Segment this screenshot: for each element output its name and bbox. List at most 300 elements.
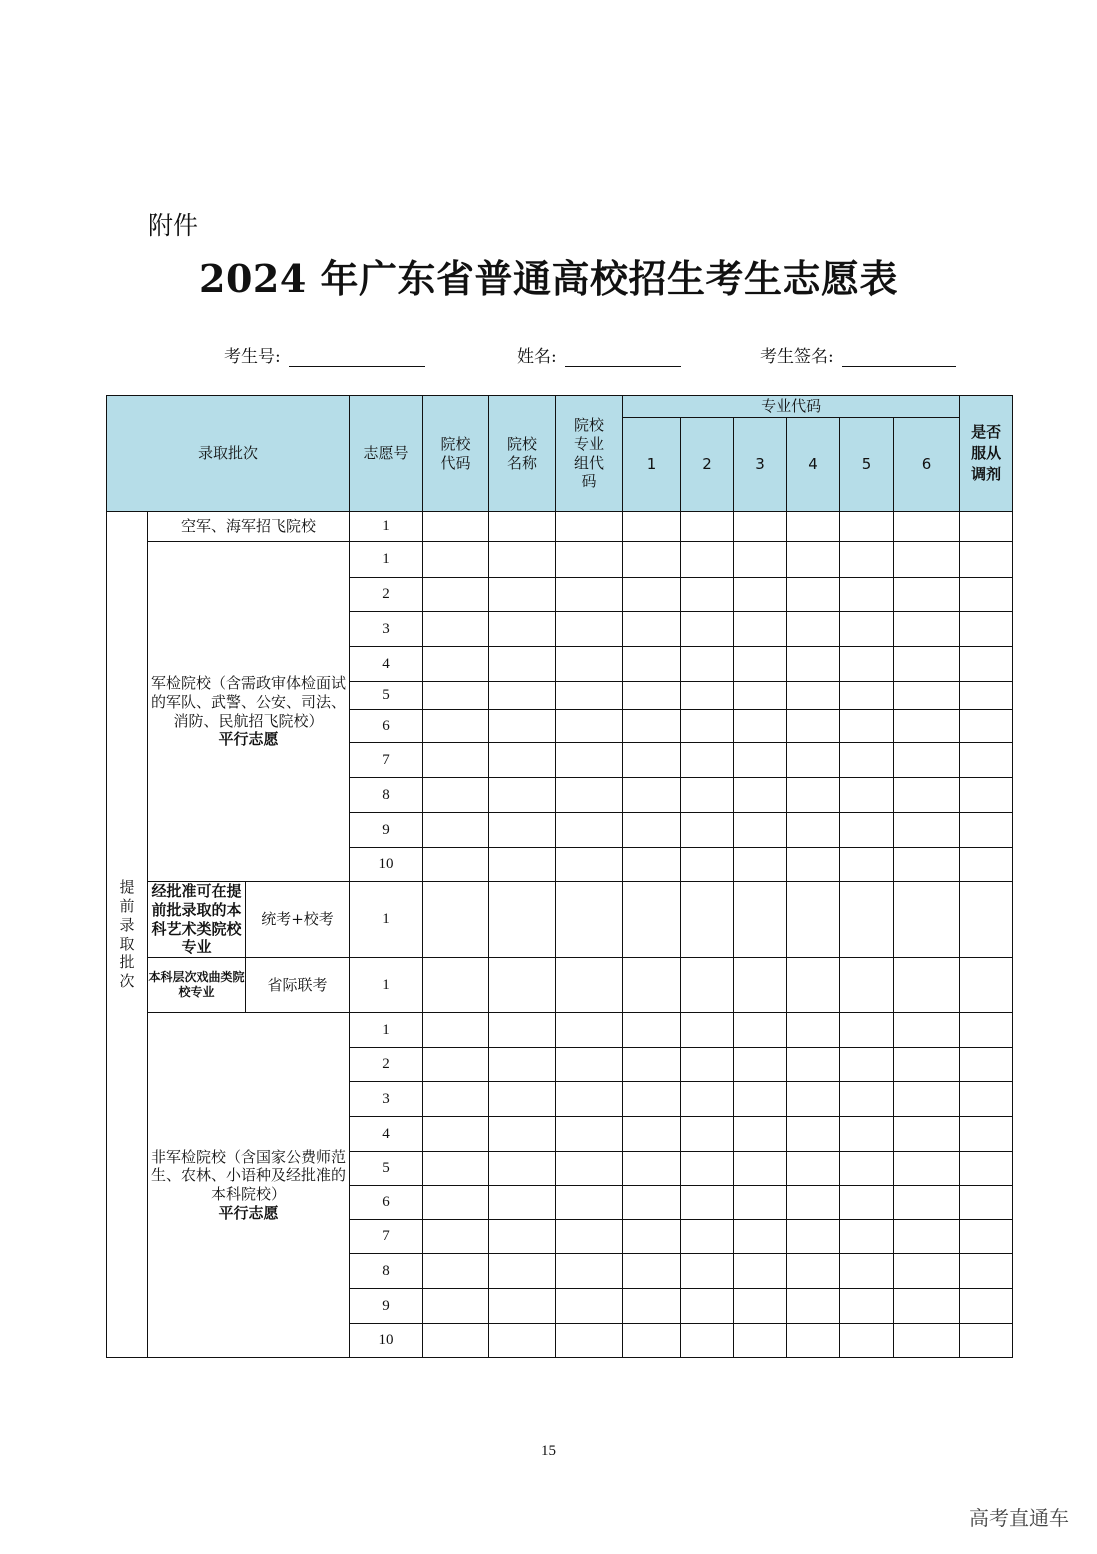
entry-cell[interactable] bbox=[960, 1289, 1013, 1324]
entry-cell[interactable] bbox=[623, 778, 681, 813]
entry-cell[interactable] bbox=[960, 710, 1013, 743]
choice-number: 9 bbox=[350, 1289, 423, 1324]
entry-cell[interactable] bbox=[556, 682, 623, 710]
entry-cell[interactable] bbox=[681, 710, 734, 743]
entry-cell[interactable] bbox=[960, 1254, 1013, 1289]
entry-cell[interactable] bbox=[623, 1152, 681, 1186]
entry-cell[interactable] bbox=[489, 1324, 556, 1358]
name-field bbox=[517, 342, 681, 367]
choice-number: 6 bbox=[350, 710, 423, 743]
entry-cell[interactable] bbox=[787, 1186, 840, 1220]
entry-cell[interactable] bbox=[734, 1048, 787, 1082]
entry-cell[interactable] bbox=[489, 882, 556, 958]
entry-cell[interactable] bbox=[423, 1254, 489, 1289]
section-nonmilitary-text: 非军检院校（含国家公费师范生、农林、小语种及经批准的本科院校） bbox=[151, 1147, 347, 1203]
header-adjust bbox=[960, 396, 1013, 512]
entry-cell[interactable] bbox=[787, 710, 840, 743]
entry-cell[interactable] bbox=[681, 1324, 734, 1358]
entry-cell[interactable] bbox=[840, 1152, 894, 1186]
entry-cell[interactable] bbox=[734, 682, 787, 710]
exam-no-blank[interactable] bbox=[289, 348, 425, 367]
entry-cell[interactable] bbox=[556, 1324, 623, 1358]
entry-cell[interactable] bbox=[840, 1186, 894, 1220]
entry-cell[interactable] bbox=[556, 743, 623, 778]
entry-cell[interactable] bbox=[840, 1117, 894, 1152]
entry-cell[interactable] bbox=[787, 1324, 840, 1358]
entry-cell[interactable] bbox=[960, 1048, 1013, 1082]
header-adjust-line: 是否 bbox=[971, 423, 1002, 441]
entry-cell[interactable] bbox=[787, 512, 840, 542]
entry-cell[interactable] bbox=[489, 542, 556, 578]
major-col-header: 4 bbox=[787, 418, 840, 512]
entry-cell[interactable] bbox=[960, 682, 1013, 710]
entry-cell[interactable] bbox=[894, 1013, 960, 1048]
entry-cell[interactable] bbox=[787, 542, 840, 578]
entry-cell[interactable] bbox=[734, 1082, 787, 1117]
choice-number: 3 bbox=[350, 612, 423, 647]
entry-cell[interactable] bbox=[960, 1117, 1013, 1152]
entry-cell[interactable] bbox=[894, 1082, 960, 1117]
entry-cell[interactable] bbox=[960, 848, 1013, 882]
entry-cell[interactable] bbox=[489, 1220, 556, 1254]
entry-cell[interactable] bbox=[423, 958, 489, 1013]
entry-cell[interactable] bbox=[681, 958, 734, 1013]
entry-cell[interactable] bbox=[960, 1324, 1013, 1358]
entry-cell[interactable] bbox=[840, 848, 894, 882]
entry-cell[interactable] bbox=[556, 1117, 623, 1152]
entry-cell[interactable] bbox=[960, 647, 1013, 682]
entry-cell[interactable] bbox=[787, 1117, 840, 1152]
entry-cell[interactable] bbox=[556, 778, 623, 813]
entry-cell[interactable] bbox=[489, 958, 556, 1013]
header-choice-no: 志愿号 bbox=[350, 396, 423, 512]
name-blank[interactable] bbox=[565, 348, 681, 367]
entry-cell[interactable] bbox=[623, 1254, 681, 1289]
exam-no-label: 考生号: bbox=[224, 347, 281, 367]
header-school-name-line: 院校 bbox=[507, 434, 538, 453]
entry-cell[interactable] bbox=[734, 1186, 787, 1220]
header-major-code: 专业代码 bbox=[623, 396, 960, 418]
entry-cell[interactable] bbox=[787, 612, 840, 647]
entry-cell[interactable] bbox=[681, 1082, 734, 1117]
entry-cell[interactable] bbox=[556, 1152, 623, 1186]
entry-cell[interactable] bbox=[556, 882, 623, 958]
entry-cell[interactable] bbox=[894, 958, 960, 1013]
entry-cell[interactable] bbox=[489, 1048, 556, 1082]
header-school-code-line: 代码 bbox=[440, 453, 471, 472]
entry-cell[interactable] bbox=[787, 647, 840, 682]
entry-cell[interactable] bbox=[960, 1082, 1013, 1117]
entry-cell[interactable] bbox=[840, 512, 894, 542]
entry-cell[interactable] bbox=[489, 647, 556, 682]
entry-cell[interactable] bbox=[556, 1082, 623, 1117]
entry-cell[interactable] bbox=[840, 1082, 894, 1117]
table-row bbox=[107, 1013, 1013, 1048]
entry-cell[interactable] bbox=[734, 710, 787, 743]
entry-cell[interactable] bbox=[787, 778, 840, 813]
entry-cell[interactable] bbox=[894, 1152, 960, 1186]
entry-cell[interactable] bbox=[894, 1186, 960, 1220]
entry-cell[interactable] bbox=[423, 578, 489, 612]
exam-no-field bbox=[224, 342, 425, 367]
entry-cell[interactable] bbox=[489, 1289, 556, 1324]
entry-cell[interactable] bbox=[489, 1117, 556, 1152]
entry-cell[interactable] bbox=[894, 682, 960, 710]
entry-cell[interactable] bbox=[681, 1289, 734, 1324]
entry-cell[interactable] bbox=[734, 882, 787, 958]
entry-cell[interactable] bbox=[840, 682, 894, 710]
entry-cell[interactable] bbox=[681, 1254, 734, 1289]
entry-cell[interactable] bbox=[423, 848, 489, 882]
entry-cell[interactable] bbox=[681, 848, 734, 882]
entry-cell[interactable] bbox=[787, 882, 840, 958]
entry-cell[interactable] bbox=[960, 1220, 1013, 1254]
watermark: 高考直通车 bbox=[969, 1506, 1069, 1530]
entry-cell[interactable] bbox=[734, 512, 787, 542]
entry-cell[interactable] bbox=[681, 612, 734, 647]
entry-cell[interactable] bbox=[840, 1289, 894, 1324]
entry-cell[interactable] bbox=[734, 813, 787, 848]
entry-cell[interactable] bbox=[960, 813, 1013, 848]
entry-cell[interactable] bbox=[894, 1048, 960, 1082]
entry-cell[interactable] bbox=[623, 647, 681, 682]
batch-label-char: 录 bbox=[119, 915, 135, 934]
entry-cell[interactable] bbox=[787, 1254, 840, 1289]
entry-cell[interactable] bbox=[489, 512, 556, 542]
choice-number: 1 bbox=[350, 882, 423, 958]
header-group-code bbox=[556, 396, 623, 512]
entry-cell[interactable] bbox=[423, 1048, 489, 1082]
entry-cell[interactable] bbox=[623, 1324, 681, 1358]
entry-cell[interactable] bbox=[960, 1186, 1013, 1220]
entry-cell[interactable] bbox=[623, 512, 681, 542]
entry-cell[interactable] bbox=[894, 1324, 960, 1358]
entry-cell[interactable] bbox=[556, 542, 623, 578]
entry-cell[interactable] bbox=[787, 1289, 840, 1324]
table-row bbox=[107, 882, 1013, 958]
entry-cell[interactable] bbox=[960, 958, 1013, 1013]
entry-cell[interactable] bbox=[681, 1152, 734, 1186]
entry-cell[interactable] bbox=[734, 542, 787, 578]
entry-cell[interactable] bbox=[960, 778, 1013, 813]
entry-cell[interactable] bbox=[787, 1048, 840, 1082]
entry-cell[interactable] bbox=[681, 647, 734, 682]
section-military-text: 军检院校（含需政审体检面试的军队、武警、公安、司法、消防、民航招飞院校） bbox=[151, 674, 347, 730]
header-school-name bbox=[489, 396, 556, 512]
entry-cell[interactable] bbox=[681, 778, 734, 813]
entry-cell[interactable] bbox=[840, 578, 894, 612]
entry-cell[interactable] bbox=[489, 743, 556, 778]
batch-label-char: 取 bbox=[119, 934, 135, 953]
entry-cell[interactable] bbox=[489, 848, 556, 882]
entry-cell[interactable] bbox=[556, 612, 623, 647]
entry-cell[interactable] bbox=[840, 778, 894, 813]
entry-cell[interactable] bbox=[787, 1220, 840, 1254]
entry-cell[interactable] bbox=[894, 778, 960, 813]
header-group-code-line: 码 bbox=[581, 472, 597, 491]
entry-cell[interactable] bbox=[623, 710, 681, 743]
choice-number: 9 bbox=[350, 813, 423, 848]
batch-label-char: 提 bbox=[119, 878, 135, 897]
entry-cell[interactable] bbox=[423, 743, 489, 778]
entry-cell[interactable] bbox=[423, 813, 489, 848]
entry-cell[interactable] bbox=[734, 1013, 787, 1048]
entry-cell[interactable] bbox=[734, 1152, 787, 1186]
section-military-mode: 平行志愿 bbox=[218, 730, 279, 749]
entry-cell[interactable] bbox=[556, 710, 623, 743]
entry-cell[interactable] bbox=[556, 813, 623, 848]
entry-cell[interactable] bbox=[894, 848, 960, 882]
entry-cell[interactable] bbox=[960, 1013, 1013, 1048]
entry-cell[interactable] bbox=[623, 1220, 681, 1254]
entry-cell[interactable] bbox=[787, 682, 840, 710]
entry-cell[interactable] bbox=[840, 743, 894, 778]
entry-cell[interactable] bbox=[423, 647, 489, 682]
choice-number: 7 bbox=[350, 743, 423, 778]
entry-cell[interactable] bbox=[787, 743, 840, 778]
entry-cell[interactable] bbox=[556, 1220, 623, 1254]
entry-cell[interactable] bbox=[960, 882, 1013, 958]
entry-cell[interactable] bbox=[423, 1152, 489, 1186]
entry-cell[interactable] bbox=[960, 512, 1013, 542]
entry-cell[interactable] bbox=[423, 612, 489, 647]
entry-cell[interactable] bbox=[489, 778, 556, 813]
entry-cell[interactable] bbox=[734, 578, 787, 612]
batch-label-char: 前 bbox=[119, 897, 135, 915]
entry-cell[interactable] bbox=[623, 1048, 681, 1082]
entry-cell[interactable] bbox=[840, 882, 894, 958]
major-col-header: 6 bbox=[894, 418, 960, 512]
entry-cell[interactable] bbox=[734, 647, 787, 682]
entry-cell[interactable] bbox=[894, 743, 960, 778]
attachment-label: 附件 bbox=[148, 211, 199, 240]
entry-cell[interactable] bbox=[894, 578, 960, 612]
entry-cell[interactable] bbox=[840, 1013, 894, 1048]
entry-cell[interactable] bbox=[840, 1324, 894, 1358]
header-school-code-line: 院校 bbox=[440, 434, 471, 453]
entry-cell[interactable] bbox=[423, 882, 489, 958]
entry-cell[interactable] bbox=[734, 743, 787, 778]
entry-cell[interactable] bbox=[734, 1220, 787, 1254]
choice-number: 7 bbox=[350, 1220, 423, 1254]
entry-cell[interactable] bbox=[681, 682, 734, 710]
entry-cell[interactable] bbox=[423, 1324, 489, 1358]
page-title: 2024 年广东省普通高校招生考生志愿表 bbox=[199, 256, 898, 301]
entry-cell[interactable] bbox=[894, 882, 960, 958]
entry-cell[interactable] bbox=[681, 1117, 734, 1152]
entry-cell[interactable] bbox=[840, 1220, 894, 1254]
section-nonmilitary-label bbox=[148, 1013, 350, 1358]
table-row bbox=[107, 958, 1013, 1013]
entry-cell[interactable] bbox=[556, 578, 623, 612]
entry-cell[interactable] bbox=[894, 1254, 960, 1289]
header-adjust-line: 调剂 bbox=[971, 465, 1002, 483]
page-number: 15 bbox=[541, 1443, 556, 1459]
entry-cell[interactable] bbox=[681, 743, 734, 778]
entry-cell[interactable] bbox=[894, 1117, 960, 1152]
entry-cell[interactable] bbox=[734, 1254, 787, 1289]
entry-cell[interactable] bbox=[840, 612, 894, 647]
batch-label-char: 批 bbox=[119, 953, 135, 972]
entry-cell[interactable] bbox=[681, 578, 734, 612]
entry-cell[interactable] bbox=[556, 512, 623, 542]
entry-cell[interactable] bbox=[734, 1117, 787, 1152]
header-group-code-line: 专业 bbox=[574, 434, 605, 453]
entry-cell[interactable] bbox=[787, 813, 840, 848]
table-row bbox=[107, 542, 1013, 578]
section-art-exam: 统考+校考 bbox=[246, 882, 350, 958]
entry-cell[interactable] bbox=[623, 612, 681, 647]
entry-cell[interactable] bbox=[623, 578, 681, 612]
entry-cell[interactable] bbox=[840, 1254, 894, 1289]
choice-number: 1 bbox=[350, 958, 423, 1013]
entry-cell[interactable] bbox=[423, 1289, 489, 1324]
entry-cell[interactable] bbox=[894, 813, 960, 848]
entry-cell[interactable] bbox=[894, 1220, 960, 1254]
header-batch: 录取批次 bbox=[107, 396, 350, 512]
entry-cell[interactable] bbox=[623, 1186, 681, 1220]
entry-cell[interactable] bbox=[423, 710, 489, 743]
entry-cell[interactable] bbox=[489, 682, 556, 710]
entry-cell[interactable] bbox=[894, 647, 960, 682]
entry-cell[interactable] bbox=[787, 958, 840, 1013]
entry-cell[interactable] bbox=[734, 958, 787, 1013]
entry-cell[interactable] bbox=[681, 1220, 734, 1254]
entry-cell[interactable] bbox=[681, 542, 734, 578]
entry-cell[interactable] bbox=[840, 542, 894, 578]
choice-number: 3 bbox=[350, 1082, 423, 1117]
entry-cell[interactable] bbox=[489, 1013, 556, 1048]
entry-cell[interactable] bbox=[960, 612, 1013, 647]
entry-cell[interactable] bbox=[894, 542, 960, 578]
section-air-label: 空军、海军招飞院校 bbox=[148, 512, 350, 542]
choice-number: 4 bbox=[350, 1117, 423, 1152]
entry-cell[interactable] bbox=[623, 813, 681, 848]
entry-cell[interactable] bbox=[960, 743, 1013, 778]
entry-cell[interactable] bbox=[734, 1289, 787, 1324]
entry-cell[interactable] bbox=[623, 542, 681, 578]
entry-cell[interactable] bbox=[489, 813, 556, 848]
entry-cell[interactable] bbox=[623, 882, 681, 958]
choice-number: 2 bbox=[350, 1048, 423, 1082]
choice-number: 4 bbox=[350, 647, 423, 682]
entry-cell[interactable] bbox=[556, 1048, 623, 1082]
entry-cell[interactable] bbox=[787, 1152, 840, 1186]
entry-cell[interactable] bbox=[423, 512, 489, 542]
entry-cell[interactable] bbox=[894, 512, 960, 542]
entry-cell[interactable] bbox=[787, 848, 840, 882]
header-group-code-line: 组代 bbox=[574, 453, 605, 472]
signature-blank[interactable] bbox=[842, 348, 956, 367]
entry-cell[interactable] bbox=[840, 1048, 894, 1082]
entry-cell[interactable] bbox=[623, 1013, 681, 1048]
entry-cell[interactable] bbox=[623, 848, 681, 882]
entry-cell[interactable] bbox=[623, 1117, 681, 1152]
entry-cell[interactable] bbox=[489, 1186, 556, 1220]
entry-cell[interactable] bbox=[489, 710, 556, 743]
section-opera-exam: 省际联考 bbox=[246, 958, 350, 1013]
major-col-header: 5 bbox=[840, 418, 894, 512]
entry-cell[interactable] bbox=[681, 882, 734, 958]
entry-cell[interactable] bbox=[681, 512, 734, 542]
entry-cell[interactable] bbox=[681, 1013, 734, 1048]
section-opera-label: 本科层次戏曲类院校专业 bbox=[148, 958, 246, 1013]
entry-cell[interactable] bbox=[556, 1013, 623, 1048]
entry-cell[interactable] bbox=[556, 1254, 623, 1289]
entry-cell[interactable] bbox=[734, 778, 787, 813]
choice-number: 1 bbox=[350, 1013, 423, 1048]
entry-cell[interactable] bbox=[489, 612, 556, 647]
header-adjust-line: 服从 bbox=[971, 444, 1002, 462]
entry-cell[interactable] bbox=[556, 1289, 623, 1324]
batch-label-char: 次 bbox=[119, 972, 135, 990]
entry-cell[interactable] bbox=[894, 612, 960, 647]
header-group-code-line: 院校 bbox=[574, 416, 605, 434]
entry-cell[interactable] bbox=[681, 813, 734, 848]
entry-cell[interactable] bbox=[840, 710, 894, 743]
entry-cell[interactable] bbox=[681, 1048, 734, 1082]
entry-cell[interactable] bbox=[787, 1013, 840, 1048]
entry-cell[interactable] bbox=[960, 578, 1013, 612]
entry-cell[interactable] bbox=[423, 1186, 489, 1220]
entry-cell[interactable] bbox=[734, 1324, 787, 1358]
entry-cell[interactable] bbox=[681, 1186, 734, 1220]
entry-cell[interactable] bbox=[423, 1013, 489, 1048]
entry-cell[interactable] bbox=[840, 958, 894, 1013]
entry-cell[interactable] bbox=[489, 1152, 556, 1186]
entry-cell[interactable] bbox=[423, 1117, 489, 1152]
entry-cell[interactable] bbox=[423, 1082, 489, 1117]
entry-cell[interactable] bbox=[960, 1152, 1013, 1186]
entry-cell[interactable] bbox=[623, 743, 681, 778]
entry-cell[interactable] bbox=[623, 1082, 681, 1117]
entry-cell[interactable] bbox=[840, 813, 894, 848]
entry-cell[interactable] bbox=[960, 542, 1013, 578]
choice-number: 6 bbox=[350, 1186, 423, 1220]
entry-cell[interactable] bbox=[734, 848, 787, 882]
entry-cell[interactable] bbox=[423, 542, 489, 578]
entry-cell[interactable] bbox=[894, 1289, 960, 1324]
entry-cell[interactable] bbox=[423, 682, 489, 710]
entry-cell[interactable] bbox=[489, 578, 556, 612]
entry-cell[interactable] bbox=[489, 1082, 556, 1117]
entry-cell[interactable] bbox=[894, 710, 960, 743]
entry-cell[interactable] bbox=[556, 1186, 623, 1220]
entry-cell[interactable] bbox=[623, 958, 681, 1013]
entry-cell[interactable] bbox=[423, 1220, 489, 1254]
entry-cell[interactable] bbox=[787, 1082, 840, 1117]
entry-cell[interactable] bbox=[556, 647, 623, 682]
entry-cell[interactable] bbox=[556, 958, 623, 1013]
table-row bbox=[107, 512, 1013, 542]
choice-number: 10 bbox=[350, 1324, 423, 1358]
entry-cell[interactable] bbox=[734, 612, 787, 647]
entry-cell[interactable] bbox=[556, 848, 623, 882]
entry-cell[interactable] bbox=[623, 682, 681, 710]
signature-label: 考生签名: bbox=[760, 347, 834, 367]
entry-cell[interactable] bbox=[423, 778, 489, 813]
choice-number: 5 bbox=[350, 1152, 423, 1186]
choice-number: 5 bbox=[350, 682, 423, 710]
entry-cell[interactable] bbox=[787, 578, 840, 612]
choice-number: 1 bbox=[350, 512, 423, 542]
choice-number: 2 bbox=[350, 578, 423, 612]
header-school-code bbox=[423, 396, 489, 512]
section-nonmilitary-mode: 平行志愿 bbox=[218, 1203, 279, 1222]
entry-cell[interactable] bbox=[840, 647, 894, 682]
entry-cell[interactable] bbox=[489, 1254, 556, 1289]
entry-cell[interactable] bbox=[623, 1289, 681, 1324]
